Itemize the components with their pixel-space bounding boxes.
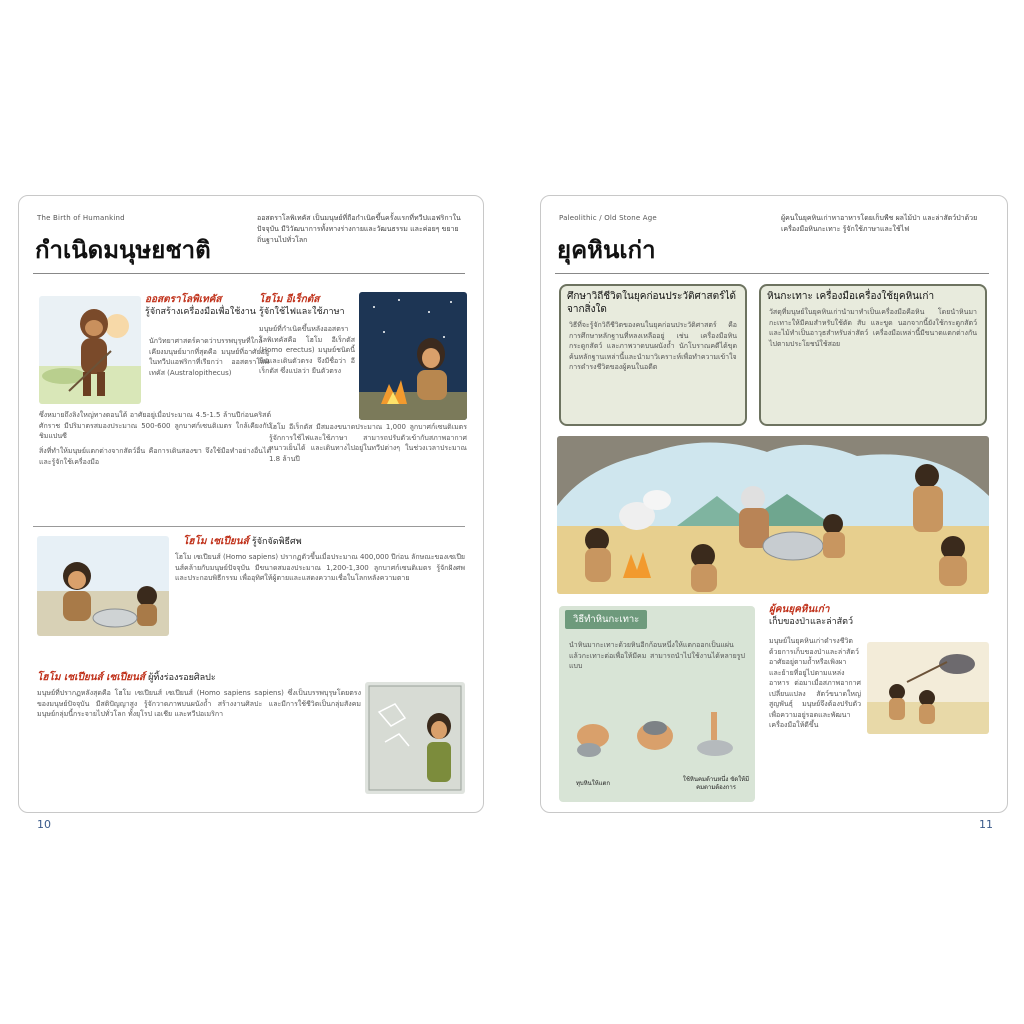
howto-steps-illustration bbox=[565, 706, 751, 772]
homo-sapiens-heading bbox=[183, 536, 443, 548]
howto-box bbox=[559, 606, 755, 802]
evidence-box-text: วิธีที่จะรู้จักวิถีชีวิตของคนในยุคก่อนประวัติศาสตร์ คือการศึกษาหลักฐานที่หลงเหลืออยู่ เช่น เครื่องมือหิน กระดูกสัตว์ และภาพวาดบนผนังถ้ำ นักโบราณคดีได้ขุดค้นหลักฐานเหล่านี้และนำมาวิเคราะห์เพื่อทำความเข้าใจการดำรงชีวิตของผู้คนในอดีต bbox=[569, 321, 737, 371]
right-intro: ผู้คนในยุคหินเก่าหาอาหารโดยเก็บพืช ผลไม้ป่า และล่าสัตว์ป่าด้วยเครื่องมือหินกะเทาะ รู้จักใช้ภาษาและใช้ไฟ bbox=[781, 214, 978, 233]
homo-sapiens-text: โฮโม เซเปียนส์ (Homo sapiens) ปรากฏตัวขึ้นเมื่อประมาณ 400,000 ปีก่อน ลักษณะของเซเปียนส์คล้ายกับมนุษย์ปัจจุบัน มีขนาดสมองประมาณ 1,200-1,300 ลูกบาศก์เซนติเมตร รู้จักฝังศพและประกอบพิธีกรรม เพื่ออุทิศให้ผู้ตายและแสดงความเชื่อในโลกหลังความตาย bbox=[175, 553, 465, 582]
homo-sapiens-sapiens-subtitle: ผู้ทิ้งร่องรอยศิลปะ bbox=[148, 673, 216, 683]
right-page bbox=[540, 195, 1008, 831]
right-english-title: Paleolithic / Old Stone Age bbox=[559, 214, 657, 222]
australopithecus-title: ออสตราโลพิเทคัส bbox=[145, 294, 222, 305]
hunters-text: มนุษย์ในยุคหินเก่าดำรงชีวิตด้วยการเก็บของป่าและล่าสัตว์ อาศัยอยู่ตามถ้ำหรือเพิงผา และย้ายที่อยู่ไปตามแหล่งอาหาร ต่อมาเมื่อสภาพอากาศเปลี่ยนแปลง สัตว์ขนาดใหญ่สูญพันธุ์ มนุษย์จึงต้องปรับตัวเพื่อความอยู่รอดและพัฒนาเครื่องมือให้ดีขึ้น bbox=[769, 637, 861, 729]
howto-step-1: ทุบหินให้แตก bbox=[575, 780, 611, 787]
left-intro: ออสตราโลพิเทคัส เป็นมนุษย์ที่ถือกำเนิดขึ้นครั้งแรกที่ทวีปแอฟริกาในปัจจุบัน มีวิวัฒนาการทั้งทางร่างกายและวัฒนธรรม และค่อยๆ ขยายถิ่นฐานไปทั่วโลก bbox=[257, 214, 461, 244]
cave-scene-illustration bbox=[557, 436, 989, 594]
hunters-subtitle: เก็บของป่าและล่าสัตว์ bbox=[769, 617, 854, 627]
right-title-rule bbox=[555, 273, 989, 274]
left-page bbox=[18, 195, 484, 831]
homo-sapiens-title: โฮโม เซเปียนส์ bbox=[183, 536, 249, 547]
australopithecus-heading bbox=[145, 294, 275, 318]
evidence-box-title: ศึกษาวิถีชีวิตในยุคก่อนประวัติศาสตร์ได้จากสิ่งใด bbox=[567, 291, 736, 315]
homo-sapiens-sapiens-heading bbox=[37, 672, 367, 684]
homo-erectus-text-2: โฮโม อีเร็กตัส มีสมองขนาดประมาณ 1,000 ลูกบาศก์เซนติเมตร รู้จักการใช้ไฟและใช้ภาษา สามารถปรับตัวเข้ากับสภาพอากาศหนาวเย็นได้ และเดินทางไปอยู่ในทวีปต่างๆ ในช่วงเวลาประมาณ 1.8 ล้านปี bbox=[269, 423, 467, 463]
left-page-number: 10 bbox=[37, 818, 51, 831]
stone-tools-box bbox=[759, 284, 987, 426]
australopithecus-text-3: สิ่งที่ทำให้มนุษย์แตกต่างจากสัตว์อื่น คือการเดินสองขา จึงใช้มือทำอย่างอื่นได้ และรู้จักใช้เครื่องมือ bbox=[39, 447, 271, 466]
homo-erectus-heading bbox=[259, 294, 359, 318]
hunters-illustration bbox=[867, 642, 989, 734]
homo-sapiens-illustration bbox=[37, 536, 169, 636]
right-page-number: 11 bbox=[979, 818, 993, 831]
australopithecus-illustration bbox=[39, 296, 141, 404]
australopithecus-text-1: นักวิทยาศาสตร์คาดว่าบรรพบุรุษที่ใกล้เคียงมนุษย์มากที่สุดคือ มนุษย์ที่อาศัยอยู่ในทวีปแอฟริกาที่เรียกว่า ออสตราโลพิเทคัส (Australopithecus) bbox=[149, 337, 269, 377]
howto-text: นำหินมากะเทาะด้วยหินอีกก้อนหนึ่งให้แตกออกเป็นแผ่น แล้วกะเทาะต่อเพื่อให้มีคม สามารถนำไปใช้งานได้หลายรูปแบบ bbox=[569, 641, 745, 670]
australopithecus-subtitle: รู้จักสร้างเครื่องมือเพื่อใช้งาน bbox=[145, 307, 256, 317]
homo-sapiens-subtitle: รู้จักจัดพิธีศพ bbox=[251, 537, 302, 547]
hunters-heading bbox=[769, 604, 989, 628]
left-english-title: The Birth of Humankind bbox=[37, 214, 125, 222]
left-page-title: กำเนิดมนุษยชาติ bbox=[35, 236, 211, 264]
homo-sapiens-sapiens-text: มนุษย์ที่ปรากฏหลังสุดคือ โฮโม เซเปียนส์ เซเปียนส์ (Homo sapiens sapiens) ซึ่งเป็นบรรพบุรุษโดยตรงของมนุษย์ปัจจุบัน มีสติปัญญาสูง รู้จักวาดภาพบนผนังถ้ำ สร้างงานศิลปะ และมีการใช้ชีวิตเป็นกลุ่มสังคม มนุษย์กลุ่มนี้กระจายไปทั่วโลก ทั้งยุโรป เอเชีย และทวีปอเมริกา bbox=[37, 689, 361, 718]
stone-tools-box-title: หินกะเทาะ เครื่องมือเครื่องใช้ยุคหินเก่า bbox=[767, 291, 935, 302]
homo-erectus-text-1: มนุษย์ที่กำเนิดขึ้นหลังออสตราโลพิเทคัสคือ โฮโม อีเร็กตัส (Homo erectus) มนุษย์ชนิดนี้ยืนและเดินตัวตรง จึงมีชื่อว่า อีเร็กตัส ซึ่งแปลว่า ยืนตัวตรง bbox=[259, 325, 355, 375]
howto-step-3: ใช้หินคมด้านหนึ่ง ขัดให้มีคมตามต้องการ bbox=[682, 776, 750, 791]
section-divider-1 bbox=[33, 526, 465, 527]
evidence-box bbox=[559, 284, 747, 426]
homo-erectus-title: โฮโม อีเร็กตัส bbox=[259, 294, 320, 305]
hunters-title: ผู้คนยุคหินเก่า bbox=[769, 604, 830, 615]
left-title-rule bbox=[33, 273, 465, 274]
howto-title: วิธีทำหินกะเทาะ bbox=[565, 610, 647, 629]
stone-tools-box-text: วัสดุที่มนุษย์ในยุคหินเก่านำมาทำเป็นเครื่องมือคือหิน โดยนำหินมากะเทาะให้มีคมสำหรับใช้ตัด สับ และขูด นอกจากนี้ยังใช้กระดูกสัตว์และไม้ทำเป็นอาวุธสำหรับล่าสัตว์ เครื่องมือเหล่านี้มีขนาดแตกต่างกันไปตามประโยชน์ใช้สอย bbox=[769, 308, 977, 348]
right-page-title: ยุคหินเก่า bbox=[557, 236, 656, 264]
homo-sapiens-sapiens-title: โฮโม เซเปียนส์ เซเปียนส์ bbox=[37, 672, 145, 683]
homo-erectus-subtitle: รู้จักใช้ไฟและใช้ภาษา bbox=[259, 307, 345, 317]
cave-painting-illustration bbox=[365, 682, 465, 794]
australopithecus-text-2: ซึ่งหมายถึงลิงใหญ่ทางตอนใต้ อาศัยอยู่เมื่อประมาณ 4.5-1.5 ล้านปีก่อนคริสต์ศักราช มีปริมาตรสมองประมาณ 500-600 ลูกบาศก์เซนติเมตร ใกล้เคียงกับชิมแปนซี bbox=[39, 411, 271, 440]
homo-erectus-illustration bbox=[359, 292, 467, 420]
